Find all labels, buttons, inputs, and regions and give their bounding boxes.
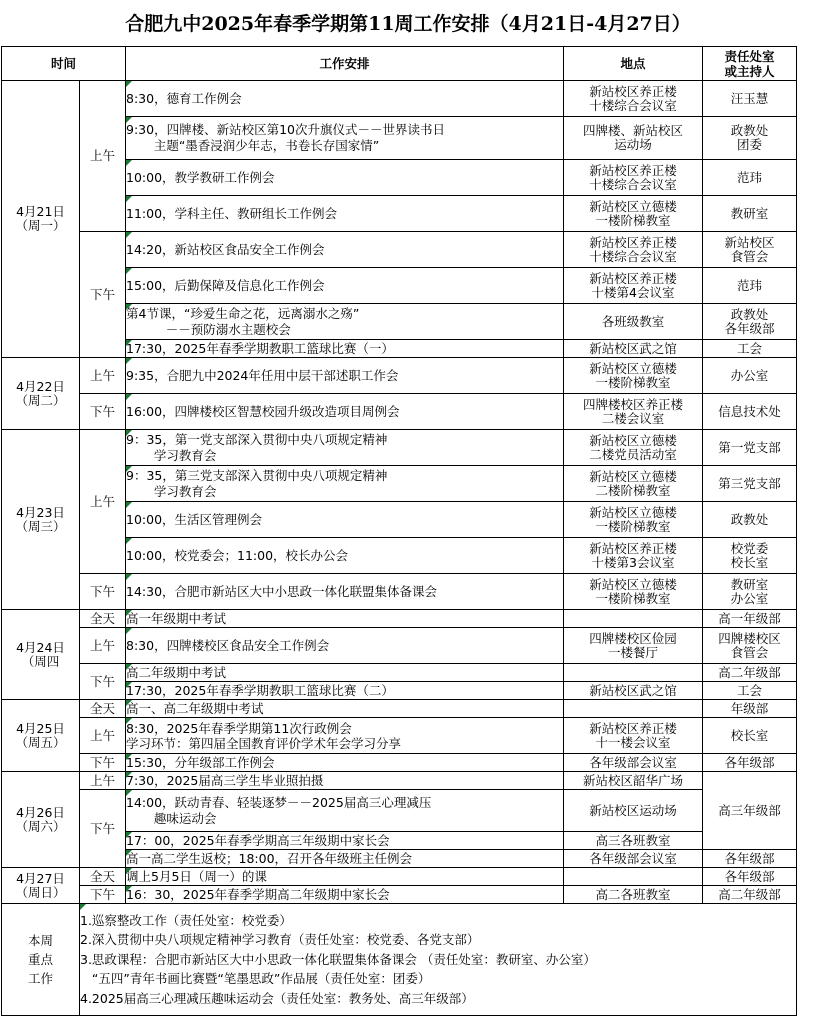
- task-cell: 15:00，后勤保障及信息化工作例会: [126, 268, 564, 304]
- place-cell: 新站校区立德楼 二楼党员活动室: [564, 430, 703, 466]
- task-cell: 14:30，合肥市新站区大中小思政一体化联盟集体备课会: [126, 574, 564, 610]
- resp-cell: 校党委 校长室: [703, 538, 797, 574]
- focus-item: “五四”青年书画比赛暨“笔墨思政”作品展（责任处室：团委）: [80, 971, 431, 987]
- header-row: [2, 47, 797, 81]
- resp-cell: 高三年级部: [703, 772, 797, 850]
- task-cell: 10:00，校党委会；11:00，校长办公会: [126, 538, 564, 574]
- date-cell: 4月25日 （周五）: [2, 700, 80, 772]
- date-cell: 4月21日 （周一）: [2, 81, 80, 358]
- header-resp: 责任处室 或主持人: [703, 47, 797, 81]
- place-cell: 新站校区立德楼 一楼阶梯教室: [564, 358, 703, 394]
- place-cell: 各年级部会议室: [564, 754, 703, 772]
- place-cell: [564, 868, 703, 886]
- date-cell: 4月26日 （周六）: [2, 772, 80, 868]
- header-work: 工作安排: [126, 47, 564, 81]
- place-cell: 各班级教室: [564, 304, 703, 340]
- task-cell: 15:30，分年级部工作例会: [126, 754, 564, 772]
- task-cell: 10:00，教学教研工作例会: [126, 160, 564, 196]
- resp-cell: 第一党支部: [703, 430, 797, 466]
- focus-item: 2.深入贯彻中央八项规定精神学习教育（责任处室：校党委、各党支部）: [80, 932, 480, 948]
- table-row: [2, 232, 797, 268]
- resp-cell: 高二年级部: [703, 886, 797, 904]
- place-cell: 新站校区养正楼 十楼第4会议室: [564, 268, 703, 304]
- focus-item: 1.巡察整改工作（责任处室：校党委）: [80, 912, 292, 928]
- resp-cell: 信息技术处: [703, 394, 797, 430]
- place-cell: 新站校区韶华广场: [564, 772, 703, 790]
- date-cell: 4月22日 （周二）: [2, 358, 80, 430]
- resp-cell: 汪玉慧: [703, 81, 797, 117]
- resp-cell: 校长室: [703, 718, 797, 754]
- task-cell: 17:30，2025年春季学期教职工篮球比赛（一）: [126, 340, 564, 358]
- resp-cell: 工会: [703, 340, 797, 358]
- task-cell: 8:30，德育工作例会: [126, 81, 564, 117]
- resp-cell: 各年级部: [703, 850, 797, 868]
- focus-row: [2, 904, 797, 1016]
- task-cell: 17:30，2025年春季学期教职工篮球比赛（二）: [126, 682, 564, 700]
- period-cell: 下午: [80, 232, 126, 358]
- period-cell: 下午: [80, 394, 126, 430]
- task-cell: 14:00，跃动青春、轻装逐梦－－2025届高三心理减压 趣味运动会: [126, 790, 564, 832]
- task-cell: 17：00，2025年春季学期高三年级期中家长会: [126, 832, 564, 850]
- task-cell: 7:30，2025届高三学生毕业照拍摄: [126, 772, 564, 790]
- resp-cell: 年级部: [703, 700, 797, 718]
- place-cell: 四牌楼校区俭园 一楼餐厅: [564, 628, 703, 664]
- resp-cell: 教研室: [703, 196, 797, 232]
- task-cell: 16：30，2025年春季学期高二年级期中家长会: [126, 886, 564, 904]
- resp-cell: 范玮: [703, 268, 797, 304]
- place-cell: 新站校区立德楼 一楼阶梯教室: [564, 196, 703, 232]
- task-cell: 调上5月5日（周一）的课: [126, 868, 564, 886]
- table-row: [2, 394, 797, 430]
- place-cell: 新站校区立德楼 一楼阶梯教室: [564, 574, 703, 610]
- task-cell: 9：35，第一党支部深入贯彻中央八项规定精神 学习教育会: [126, 430, 564, 466]
- table-row: [2, 718, 797, 754]
- period-cell: 上午: [80, 81, 126, 232]
- table-row: [2, 754, 797, 772]
- table-row: [2, 790, 797, 814]
- resp-cell: 教研室 办公室: [703, 574, 797, 610]
- table-row: [2, 772, 797, 790]
- place-cell: [564, 664, 703, 682]
- place-cell: 新站校区养正楼 十楼综合会议室: [564, 81, 703, 117]
- header-time: 时间: [2, 47, 126, 81]
- period-cell: 下午: [80, 664, 126, 700]
- place-cell: 新站校区武之馆: [564, 340, 703, 358]
- resp-cell: 各年级部: [703, 754, 797, 772]
- task-cell: 高一高二学生返校；18:00，召开各年级班主任例会: [126, 850, 564, 868]
- period-cell: 全天: [80, 868, 126, 886]
- table-row: [2, 664, 797, 682]
- task-cell: 高二年级期中考试: [126, 664, 564, 682]
- resp-cell: 高一年级部: [703, 610, 797, 628]
- table-row: [2, 628, 797, 664]
- place-cell: 新站校区养正楼 十楼第3会议室: [564, 538, 703, 574]
- table-row: [2, 81, 797, 117]
- period-cell: 下午: [80, 754, 126, 772]
- task-cell: 9：35，第三党支部深入贯彻中央八项规定精神 学习教育会: [126, 466, 564, 502]
- focus-item: 4.2025届高三心理减压趣味运动会（责任处室：教务处、高三年级部）: [80, 990, 474, 1006]
- table-row: [2, 868, 797, 886]
- task-cell: 10:00，生活区管理例会: [126, 502, 564, 538]
- period-cell: 上午: [80, 358, 126, 394]
- period-cell: 下午: [80, 574, 126, 610]
- date-cell: 4月24日 （周四: [2, 610, 80, 700]
- resp-cell: 办公室: [703, 358, 797, 394]
- place-cell: 四牌楼校区养正楼 二楼会议室: [564, 394, 703, 430]
- period-cell: 上午: [80, 772, 126, 790]
- place-cell: 新站校区运动场: [564, 790, 703, 832]
- page-title: 合肥九中2025年春季学期第11周工作安排（4月21日-4月27日）: [125, 13, 691, 35]
- place-cell: 新站校区立德楼 一楼阶梯教室: [564, 502, 703, 538]
- resp-cell: 高二年级部: [703, 664, 797, 682]
- place-cell: 新站校区立德楼 二楼阶梯教室: [564, 466, 703, 502]
- task-cell: 9:35，合肥九中2024年任用中层干部述职工作会: [126, 358, 564, 394]
- resp-cell: 第三党支部: [703, 466, 797, 502]
- place-cell: 新站校区养正楼 十楼综合会议室: [564, 232, 703, 268]
- resp-cell: 政教处: [703, 502, 797, 538]
- period-cell: 全天: [80, 700, 126, 718]
- table-row: [2, 430, 797, 466]
- resp-cell: 政教处 各年级部: [703, 304, 797, 340]
- task-cell: 11:00，学科主任、教研组长工作例会: [126, 196, 564, 232]
- place-cell: 新站校区武之馆: [564, 682, 703, 700]
- table-row: [2, 700, 797, 718]
- resp-cell: 工会: [703, 682, 797, 700]
- period-cell: 下午: [80, 790, 126, 868]
- task-cell: 14:20，新站校区食品安全工作例会: [126, 232, 564, 268]
- task-cell: 16:00，四牌楼校区智慧校园升级改造项目周例会: [126, 394, 564, 430]
- date-cell: 4月27日 （周日）: [2, 868, 80, 904]
- table-row: [2, 358, 797, 394]
- resp-cell: 政教处 团委: [703, 117, 797, 160]
- focus-list: [80, 904, 797, 1016]
- period-cell: 全天: [80, 610, 126, 628]
- place-cell: 四牌楼、新站校区 运动场: [564, 117, 703, 160]
- period-cell: 上午: [80, 628, 126, 664]
- focus-label: 本周 重点 工作: [2, 904, 80, 1016]
- task-cell: 8:30，2025年春季学期第11次行政例会 学习环节：第四届全国教育评价学术年会学习分享: [126, 718, 564, 754]
- table-row: [2, 610, 797, 628]
- resp-cell: 四牌楼校区 食管会: [703, 628, 797, 664]
- focus-item: 3.思政课程：合肥市新站区大中小思政一体化联盟集体备课会 （责任处室：教研室、办公室）: [80, 951, 596, 967]
- period-cell: 下午: [80, 886, 126, 904]
- task-cell: 8:30，四牌楼校区食品安全工作例会: [126, 628, 564, 664]
- place-cell: 高二各班教室: [564, 886, 703, 904]
- place-cell: [564, 700, 703, 718]
- place-cell: 高三各班教室: [564, 832, 703, 850]
- task-cell: 高一年级期中考试: [126, 610, 564, 628]
- table-row: [2, 574, 797, 610]
- resp-cell: 范玮: [703, 160, 797, 196]
- resp-cell: 各年级部: [703, 868, 797, 886]
- period-cell: 上午: [80, 430, 126, 574]
- schedule-table: [1, 46, 797, 1016]
- place-cell: 新站校区养正楼 十楼综合会议室: [564, 160, 703, 196]
- task-cell: 9:30，四牌楼、新站校区第10次升旗仪式－－世界读书日 主题“墨香浸润少年志，书卷长存国家情”: [126, 117, 564, 160]
- place-cell: [564, 610, 703, 628]
- header-place: 地点: [564, 47, 703, 81]
- task-cell: 高一、高二年级期中考试: [126, 700, 564, 718]
- task-cell: 第4节课，“珍爱生命之花，远离溺水之殇” －－预防溺水主题校会: [126, 304, 564, 340]
- period-cell: 上午: [80, 718, 126, 754]
- table-row: [2, 886, 797, 904]
- place-cell: 新站校区养正楼 十一楼会议室: [564, 718, 703, 754]
- resp-cell: 新站校区 食管会: [703, 232, 797, 268]
- place-cell: 各年级部会议室: [564, 850, 703, 868]
- date-cell: 4月23日 （周三）: [2, 430, 80, 610]
